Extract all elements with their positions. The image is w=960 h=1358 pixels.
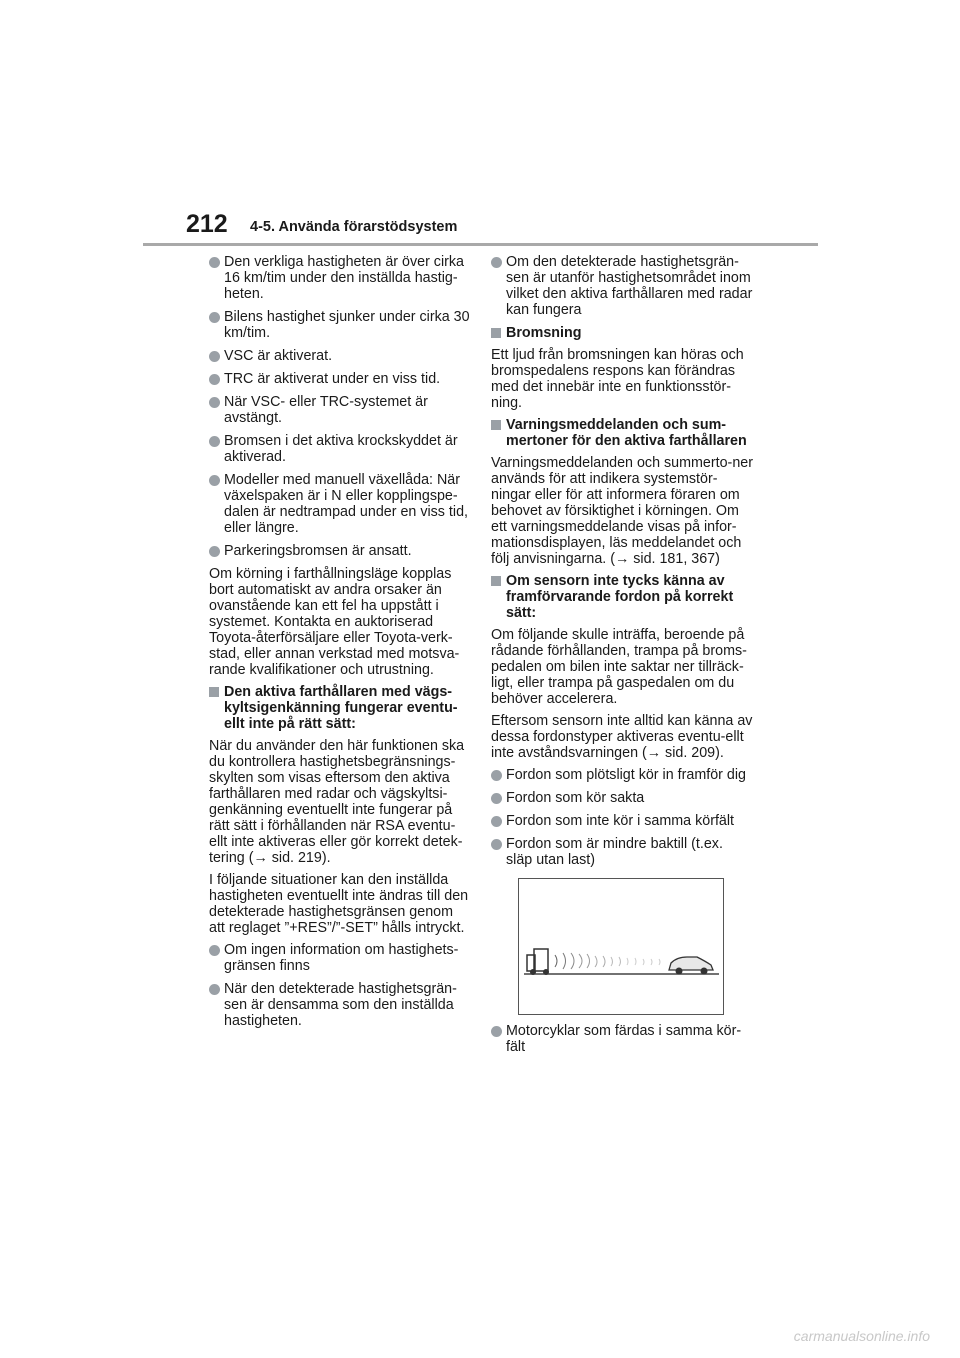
right-column xyxy=(491,254,753,1062)
bullet-dot-icon xyxy=(491,770,502,781)
bullet-text: Bilens hastighet sjunker under cirka 30 km/tim. xyxy=(224,309,470,341)
radar-illustration xyxy=(518,878,724,1015)
bullet-item xyxy=(209,472,471,536)
paragraph-text: Ett ljud från bromsningen kan höras och bromspedalens respons kan förändras med det innebär inte en funktionsstör-ning. xyxy=(491,347,744,411)
bullet-item xyxy=(209,348,471,364)
bullet-item xyxy=(491,254,753,318)
square-marker-icon xyxy=(491,328,501,338)
bullet-item xyxy=(491,836,753,868)
heading-text: Varningsmeddelanden och sum-mertoner för den aktiva farthållaren xyxy=(506,417,747,449)
bullet-dot-icon xyxy=(209,945,220,956)
bullet-item xyxy=(209,254,471,302)
bullet-dot-icon xyxy=(491,793,502,804)
bullet-item xyxy=(209,309,471,341)
bullet-text: Fordon som är mindre baktill (t.ex. släp utan last) xyxy=(506,836,723,868)
bullet-text: När VSC- eller TRC-systemet är avstängt. xyxy=(224,394,428,426)
bullet-text: Bromsen i det aktiva krockskyddet är aktiverad. xyxy=(224,433,458,465)
heading-text: Den aktiva farthållaren med vägs-kyltsigenkänning fungerar eventu-ellt inte på rätt sätt: xyxy=(224,684,458,732)
paragraph xyxy=(491,347,753,411)
bullet-dot-icon xyxy=(209,546,220,557)
bullet-item xyxy=(209,394,471,426)
bullet-item xyxy=(491,813,753,829)
section-heading xyxy=(491,417,753,449)
bullet-dot-icon xyxy=(491,839,502,850)
paragraph xyxy=(491,713,753,761)
bullet-text: Om den detekterade hastighetsgrän-sen är utanför hastighetsområdet inom vilket den aktiva farthållaren med radar kan fungera xyxy=(506,254,753,318)
bullet-dot-icon xyxy=(209,374,220,385)
bullet-text: Den verkliga hastigheten är över cirka 16 km/tim under den inställda hastig-heten. xyxy=(224,254,464,302)
bullet-dot-icon xyxy=(209,351,220,362)
paragraph xyxy=(491,627,753,707)
bullet-dot-icon xyxy=(209,397,220,408)
bullet-dot-icon xyxy=(491,257,502,268)
square-marker-icon xyxy=(209,687,219,697)
bullet-dot-icon xyxy=(491,1026,502,1037)
bullet-item xyxy=(209,543,471,559)
paragraph-text: Varningsmeddelanden och summerto-ner används för att indikera systemstör-ningar eller för att informera föraren om behovet av försiktighet i körningen. Om ett varningsmeddelande visas på infor-mationsdisplayen, läs meddelandet och följ anvisningarna. (→ sid. 181, 367) xyxy=(491,455,753,567)
square-marker-icon xyxy=(491,576,501,586)
square-marker-icon xyxy=(491,420,501,430)
bullet-item xyxy=(209,942,471,974)
bullet-dot-icon xyxy=(209,312,220,323)
bullet-item xyxy=(209,981,471,1029)
bullet-item xyxy=(209,433,471,465)
page-number: 212 xyxy=(186,210,228,238)
bullet-dot-icon xyxy=(209,475,220,486)
bullet-dot-icon xyxy=(209,984,220,995)
bullet-text: Om ingen information om hastighets-gränsen finns xyxy=(224,942,459,974)
paragraph xyxy=(209,738,471,866)
bullet-item xyxy=(491,767,753,783)
paragraph xyxy=(209,872,471,936)
header-divider xyxy=(143,243,818,246)
heading-text: Bromsning xyxy=(506,325,582,341)
bullet-dot-icon xyxy=(209,436,220,447)
paragraph xyxy=(209,566,471,678)
bullet-text: Motorcyklar som färdas i samma kör-fält xyxy=(506,1023,742,1055)
bullet-item xyxy=(209,371,471,387)
paragraph-text: I följande situationer kan den inställda hastigheten eventuellt inte ändras till den detekterade hastighetsgränsen genom att reglaget ”+RES”/”-SET” hålls intryckt. xyxy=(209,872,469,936)
paragraph-text: Om följande skulle inträffa, beroende på rådande förhållanden, trampa på broms-pedalen om bilen inte saktar ner tillräck-ligt, eller trampa på gaspedalen om du behöver accelerera. xyxy=(491,627,747,707)
bullet-text: Fordon som kör sakta xyxy=(506,790,645,806)
section-heading xyxy=(491,573,753,621)
bullet-text: Fordon som inte kör i samma körfält xyxy=(506,813,735,829)
watermark: carmanualsonline.info xyxy=(793,1328,930,1344)
bullet-dot-icon xyxy=(491,816,502,827)
bullet-text: VSC är aktiverat. xyxy=(224,348,333,364)
heading-text: Om sensorn inte tycks känna av framförvarande fordon på korrekt sätt: xyxy=(506,573,734,621)
paragraph-text: Eftersom sensorn inte alltid kan känna av dessa fordonstyper aktiveras eventu-ellt inte avståndsvarningen (→ sid. 209). xyxy=(491,713,753,761)
paragraph-text: När du använder den här funktionen ska du kontrollera hastighetsbegränsnings-skylten som visas eftersom den aktiva farthållaren med radar och vägskyltsi-genkänning eventuellt inte fungerar på rätt sätt i förhållanden när RSA eventu-ellt inte aktiveras eller gör korrekt detek-tering (→ sid. 219). xyxy=(209,738,465,866)
section-heading xyxy=(491,325,753,341)
bullet-text: Fordon som plötsligt kör in framför dig xyxy=(506,767,746,783)
chapter-title: 4-5. Använda förarstödsystem xyxy=(250,219,458,235)
bullet-item xyxy=(491,790,753,806)
bullet-text: När den detekterade hastighetsgrän-sen är densamma som den inställda hastigheten. xyxy=(224,981,457,1029)
bullet-text: TRC är aktiverat under en viss tid. xyxy=(224,371,441,387)
section-heading xyxy=(209,684,471,732)
paragraph-text: Om körning i farthållningsläge kopplas bort automatiskt av andra orsaker än ovanstående kan ett fel ha uppstått i systemet. Kontakta en auktoriserad Toyota-återförsäljare eller Toyota-verk-stad, eller annan verkstad med motsva-rande kvalifikationer och utrustning. xyxy=(209,566,460,678)
bullet-text: Parkeringsbromsen är ansatt. xyxy=(224,543,412,559)
bullet-dot-icon xyxy=(209,257,220,268)
truck-radar-car-icon xyxy=(519,879,723,1014)
left-column xyxy=(209,254,471,1036)
bullet-text: Modeller med manuell växellåda: När växelspaken är i N eller kopplingspe-dalen är nedtrampad under en viss tid, eller längre. xyxy=(224,472,468,536)
paragraph xyxy=(491,455,753,567)
bullet-item xyxy=(491,1023,753,1055)
